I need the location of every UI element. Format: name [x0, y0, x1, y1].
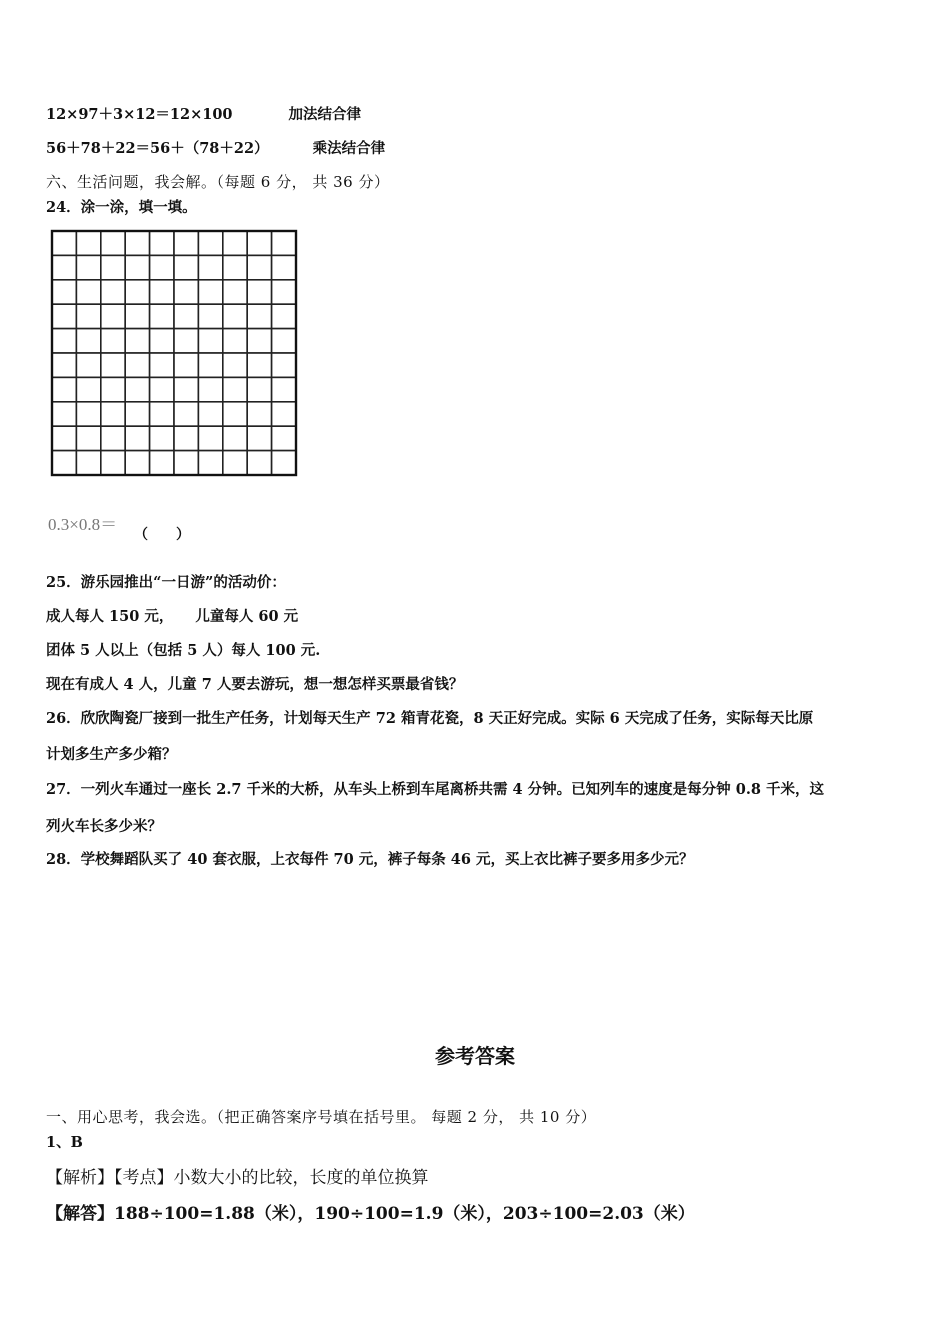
grid-cell[interactable] [174, 231, 198, 255]
grid-cell[interactable] [223, 353, 247, 377]
group-price: 团体 5 人以上（包括 5 人）每人 100 元. [46, 642, 321, 659]
grid-cell[interactable] [247, 231, 271, 255]
multiplication-formula: 0.3×0.8＝ [48, 515, 118, 534]
grid-cell[interactable] [247, 353, 271, 377]
grid-cell[interactable] [52, 426, 76, 450]
grid-cell[interactable] [76, 304, 100, 328]
grid-cell[interactable] [223, 255, 247, 279]
grid-cell[interactable] [198, 304, 222, 328]
grid-cell[interactable] [52, 402, 76, 426]
grid-cell[interactable] [150, 280, 174, 304]
answer-analysis: 【解析】【考点】小数大小的比较，长度的单位换算 [46, 1168, 429, 1188]
grid-cell[interactable] [198, 451, 222, 475]
grid-cell[interactable] [198, 426, 222, 450]
grid-cell[interactable] [125, 377, 149, 401]
grid-cell[interactable] [150, 255, 174, 279]
grid-cell[interactable] [101, 426, 125, 450]
grid-cell[interactable] [174, 280, 198, 304]
grid-cell[interactable] [174, 255, 198, 279]
grid-cell[interactable] [198, 255, 222, 279]
grid-cell[interactable] [198, 377, 222, 401]
grid-cell[interactable] [247, 451, 271, 475]
grid-cell[interactable] [76, 451, 100, 475]
grid-cell[interactable] [101, 353, 125, 377]
law-row-1 [46, 103, 361, 124]
price-line [46, 605, 298, 626]
law-name: 乘法结合律 [312, 140, 386, 157]
child-price: 儿童每人 60 元 [195, 608, 299, 625]
grid-cell[interactable] [76, 377, 100, 401]
grid-cell[interactable] [247, 255, 271, 279]
grid-cell[interactable] [101, 451, 125, 475]
question-27-cont: 列火车长多少米？ [46, 818, 162, 835]
grid-cell[interactable] [52, 377, 76, 401]
answer-item-1: 1、B [46, 1134, 83, 1151]
grid-cell[interactable] [223, 280, 247, 304]
grid-cell[interactable] [150, 329, 174, 353]
grid-cell[interactable] [52, 280, 76, 304]
grid-cell[interactable] [272, 402, 296, 426]
grid-cell[interactable] [198, 402, 222, 426]
grid-cell[interactable] [52, 231, 76, 255]
answers-title: 参考答案 [435, 1044, 515, 1068]
grid-cell[interactable] [272, 451, 296, 475]
grid-cell[interactable] [247, 426, 271, 450]
grid-cell[interactable] [125, 451, 149, 475]
grid-cell[interactable] [125, 231, 149, 255]
grid-cell[interactable] [101, 231, 125, 255]
grid-cell[interactable] [247, 377, 271, 401]
grid-cell[interactable] [76, 255, 100, 279]
grid-cell[interactable] [125, 402, 149, 426]
grid-cell[interactable] [52, 329, 76, 353]
grid-cell[interactable] [198, 231, 222, 255]
grid-cell[interactable] [52, 451, 76, 475]
grid-cell[interactable] [101, 280, 125, 304]
section-6-heading: 六、生活问题，我会解。（每题 6 分， 共 36 分） [46, 173, 390, 191]
law-row-2 [46, 137, 385, 158]
grid-cell[interactable] [76, 329, 100, 353]
grid-cell[interactable] [150, 377, 174, 401]
question-26: 26．欣欣陶瓷厂接到一批生产任务，计划每天生产 72 箱青花瓷，8 天正好完成。实际 6 天完成了任务，实际每天比原 [46, 710, 814, 727]
grid-cell[interactable] [150, 231, 174, 255]
law-expression: 56＋78＋22＝56＋（78＋22） [46, 140, 269, 157]
grid-cell[interactable] [125, 426, 149, 450]
grid-cell[interactable] [150, 304, 174, 328]
grid-cell[interactable] [272, 377, 296, 401]
question-26-cont: 计划多生产多少箱？ [46, 746, 177, 763]
grid-cell[interactable] [101, 402, 125, 426]
grid-cell[interactable] [198, 353, 222, 377]
grid-cell[interactable] [223, 426, 247, 450]
grid-cell[interactable] [272, 304, 296, 328]
grid-cell[interactable] [223, 329, 247, 353]
grid-cell[interactable] [174, 329, 198, 353]
adult-price: 成人每人 150 元， [46, 608, 174, 625]
grid-cell[interactable] [125, 329, 149, 353]
grid-cell[interactable] [174, 451, 198, 475]
answer-solution: 【解答】188÷100=1.88（米），190÷100=1.9（米），203÷100=2.03（米） [46, 1204, 695, 1224]
grid-cell[interactable] [76, 402, 100, 426]
grid-cell[interactable] [101, 304, 125, 328]
grid-cell[interactable] [247, 304, 271, 328]
answer-blank[interactable]: （ ） [134, 527, 190, 543]
grid-cell[interactable] [174, 353, 198, 377]
answers-section-1: 一、用心思考，我会选。（把正确答案序号填在括号里。 每题 2 分， 共 10 分） [46, 1108, 597, 1126]
grid-cell[interactable] [150, 426, 174, 450]
grid-cell[interactable] [174, 402, 198, 426]
grid-svg [50, 229, 300, 479]
grid-cell[interactable] [223, 451, 247, 475]
grid-cell[interactable] [52, 304, 76, 328]
grid-cell[interactable] [223, 377, 247, 401]
grid-cell[interactable] [76, 353, 100, 377]
grid-cell[interactable] [223, 304, 247, 328]
grid-cell[interactable] [272, 426, 296, 450]
grid-cell[interactable] [174, 426, 198, 450]
grid-cell[interactable] [52, 353, 76, 377]
grid-cell[interactable] [272, 231, 296, 255]
grid-cell[interactable] [272, 255, 296, 279]
question-24: 24．涂一涂，填一填。 [46, 199, 197, 216]
grid-cell[interactable] [272, 280, 296, 304]
grid-cell[interactable] [125, 353, 149, 377]
law-name: 加法结合律 [288, 106, 362, 123]
law-expression: 12×97＋3×12＝12×100 [46, 106, 233, 123]
grid-cell[interactable] [76, 280, 100, 304]
grid-cell[interactable] [52, 255, 76, 279]
grid-cell[interactable] [101, 329, 125, 353]
question-25: 25．游乐园推出“一日游”的活动价： [46, 574, 286, 591]
grid-cell[interactable] [223, 231, 247, 255]
grid-cell[interactable] [198, 280, 222, 304]
grid-cell[interactable] [174, 304, 198, 328]
grid-cell[interactable] [150, 353, 174, 377]
grid-cell[interactable] [150, 402, 174, 426]
grid-cell[interactable] [125, 304, 149, 328]
grid-cell[interactable] [101, 255, 125, 279]
question-25-ask: 现在有成人 4 人，儿童 7 人要去游玩，想一想怎样买票最省钱？ [46, 676, 464, 693]
grid-cell[interactable] [150, 451, 174, 475]
grid-cell[interactable] [272, 353, 296, 377]
grid-cell[interactable] [247, 402, 271, 426]
question-28: 28．学校舞蹈队买了 40 套衣服，上衣每件 70 元，裤子每条 46 元，买上衣比裤子要多用多少元？ [46, 851, 694, 868]
grid-cell[interactable] [76, 426, 100, 450]
grid-cell[interactable] [76, 231, 100, 255]
grid-cell[interactable] [247, 329, 271, 353]
grid-cell[interactable] [101, 377, 125, 401]
grid-cell[interactable] [125, 280, 149, 304]
question-27: 27．一列火车通过一座长 2.7 千米的大桥，从车头上桥到车尾离桥共需 4 分钟。已知列车的速度是每分钟 0.8 千米，这 [46, 781, 825, 798]
grid-cell[interactable] [198, 329, 222, 353]
square-grid[interactable] [50, 229, 300, 483]
grid-cell[interactable] [223, 402, 247, 426]
grid-cell[interactable] [247, 280, 271, 304]
grid-cell[interactable] [272, 329, 296, 353]
grid-cell[interactable] [174, 377, 198, 401]
grid-cell[interactable] [125, 255, 149, 279]
